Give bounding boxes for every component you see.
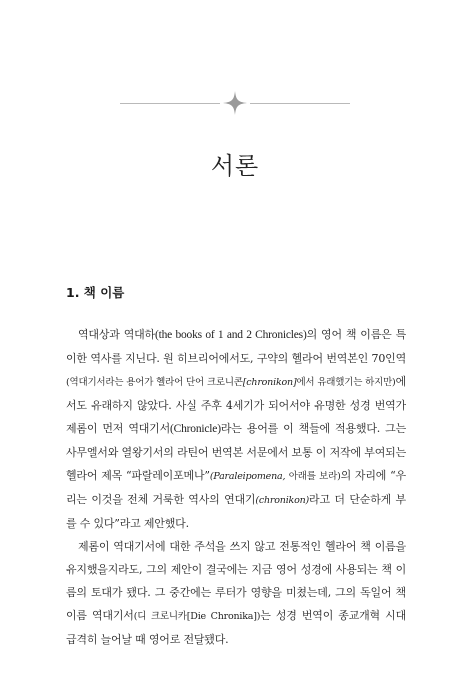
text-run: 의 자리에 “우리는 이것을 전체 거룩한 역사의 연대기 [66,469,406,506]
title-ornament [120,94,350,114]
text-run: 는 성경 번역이 종교개혁 시대 급격히 늘어날 때 영어로 전달됐다. [66,609,406,646]
text-run-small: (디 크로니카[Die Chronika]) [133,611,261,622]
text-run: 의 영어 책 이름은 특이한 역사를 지닌다. 원 히브리어에서도, 구약의 헬라어 번역본인 70인역 [66,328,407,365]
text-run-small: (역대기서라는 용어가 헬라어 단어 크로니콘 [66,377,243,388]
paragraph [66,323,406,535]
ornament-rule-left [120,103,220,104]
text-run-italic: (chronikon) [255,495,310,506]
ornament-rule-right [250,103,350,104]
body-text [66,323,406,651]
text-run: 라고 더 단순하게 부를 수 있다”라고 제안했다. [66,493,406,530]
text-run-italic: (Paraleipomena, [209,471,289,482]
paragraph [66,535,406,651]
text-run-latin: (the books of 1 and 2 Chronicles) [155,329,307,341]
text-run-italic: [chronikon] [242,377,297,388]
section-heading: 1. 책 이름 [66,285,125,300]
text-run-latin: (Chronicle) [170,423,221,435]
text-run: 에서도 유래하지 않았다. 사실 주후 4세기가 되어서야 유명한 성경 번역가 제롬이 먼저 역대기서 [66,375,407,435]
text-run: 역대상과 역대하 [78,328,155,341]
text-run: 제롬이 역대기서에 대한 주석을 쓰지 않고 전통적인 헬라어 책 이름을 유지했을지라도, 그의 제안이 결국에는 지금 영어 성경에 사용되는 책 이름의 토대가 됐다. 그 중간에는 루터가 영향을 미쳤는데, 그의 독일어 책 이름 역대기서 [66,540,406,622]
text-run-small: 아래를 보라) [288,471,341,482]
four-point-star-icon [223,91,247,115]
text-run-small: 에서 유래했기는 하지만) [296,377,396,388]
chapter-title: 서론 [210,152,260,181]
text-run: 라는 용어를 이 책들에 적용했다. 그는 사무엘서와 열왕기서의 라틴어 번역본 서문에서 보통 이 저작에 부여되는 헬라어 제목 “파랄레이포메나” [66,422,406,482]
